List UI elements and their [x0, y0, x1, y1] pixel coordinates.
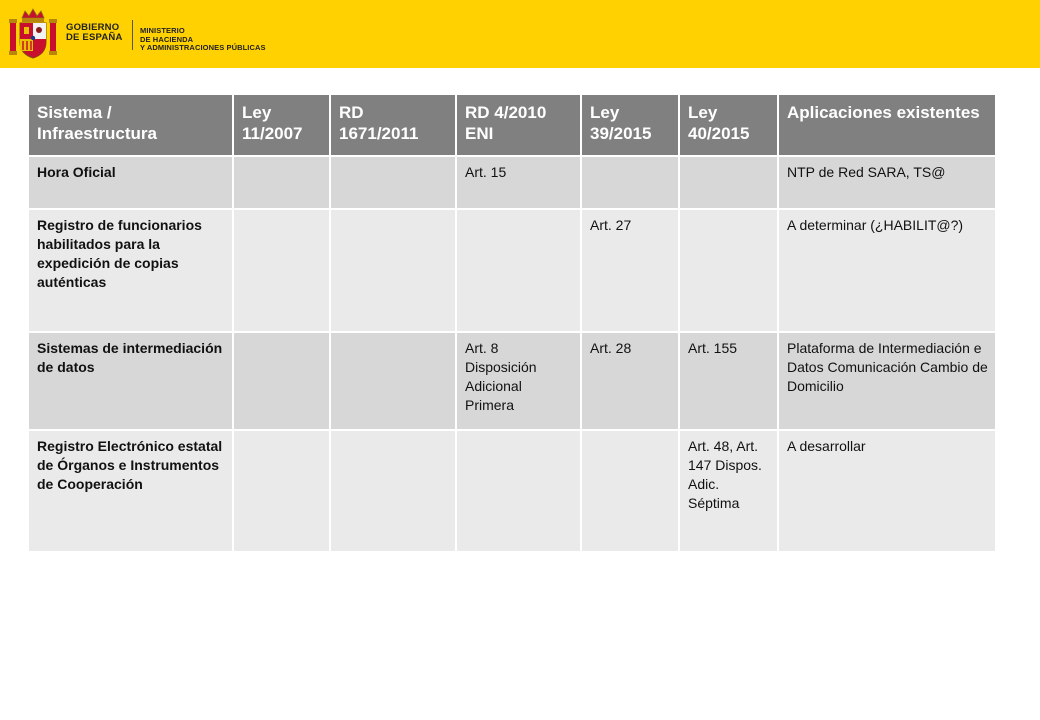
table-cell — [330, 332, 456, 430]
table-cell — [330, 156, 456, 209]
table-cell — [456, 209, 581, 332]
table-cell: Art. 15 — [456, 156, 581, 209]
table-cell: Plataforma de Intermediación e Datos Comunicación Cambio de Domicilio — [778, 332, 995, 430]
gov-line-2: DE ESPAÑA — [66, 32, 123, 43]
table-cell: A desarrollar — [778, 430, 995, 551]
table-cell: Art. 48, Art. 147 Dispos. Adic. Séptima — [679, 430, 778, 551]
table-cell — [233, 430, 330, 551]
table-cell: A determinar (¿HABILIT@?) — [778, 209, 995, 332]
column-header: RD 4/2010 ENI — [456, 95, 581, 156]
table-cell: Art. 8 Disposición Adicional Primera — [456, 332, 581, 430]
table-cell — [330, 209, 456, 332]
logo-divider — [132, 20, 133, 50]
ministry-label — [140, 27, 266, 53]
coat-of-arms-icon — [8, 8, 58, 60]
government-label — [66, 23, 123, 43]
ministry-line-2: DE HACIENDA — [140, 34, 194, 44]
table-row — [29, 430, 995, 551]
ministry-line-3: Y ADMINISTRACIONES PÚBLICAS — [140, 43, 266, 52]
government-logo — [0, 0, 282, 68]
column-header: Sistema / Infraestructura — [29, 95, 233, 156]
table-cell — [233, 209, 330, 332]
table-cell — [456, 430, 581, 551]
column-header: Ley 40/2015 — [679, 95, 778, 156]
table-cell: Sistemas de intermediación de datos — [29, 332, 233, 430]
systems-table — [29, 95, 995, 551]
column-header: Ley 11/2007 — [233, 95, 330, 156]
table-cell — [233, 332, 330, 430]
table-cell — [581, 430, 679, 551]
gov-line-1: GOBIERNO — [66, 22, 120, 33]
table-cell — [233, 156, 330, 209]
column-header: Aplicaciones existentes — [778, 95, 995, 156]
table-header-row — [29, 95, 995, 156]
table-cell: Art. 27 — [581, 209, 679, 332]
table-cell — [679, 156, 778, 209]
table-row — [29, 209, 995, 332]
table-cell — [581, 156, 679, 209]
table-cell: NTP de Red SARA, TS@ — [778, 156, 995, 209]
table-cell: Registro Electrónico estatal de Órganos e Instrumentos de Cooperación — [29, 430, 233, 551]
column-header: Ley 39/2015 — [581, 95, 679, 156]
ministry-line-1: MINISTERIO — [140, 26, 185, 35]
header-band — [0, 0, 1040, 68]
table-cell — [679, 209, 778, 332]
table-cell: Hora Oficial — [29, 156, 233, 209]
table-cell: Art. 155 — [679, 332, 778, 430]
table-cell: Art. 28 — [581, 332, 679, 430]
table-row — [29, 332, 995, 430]
table-cell — [330, 430, 456, 551]
column-header: RD 1671/2011 — [330, 95, 456, 156]
table-cell: Registro de funcionarios habilitados para la expedición de copias auténticas — [29, 209, 233, 332]
table-row — [29, 156, 995, 209]
